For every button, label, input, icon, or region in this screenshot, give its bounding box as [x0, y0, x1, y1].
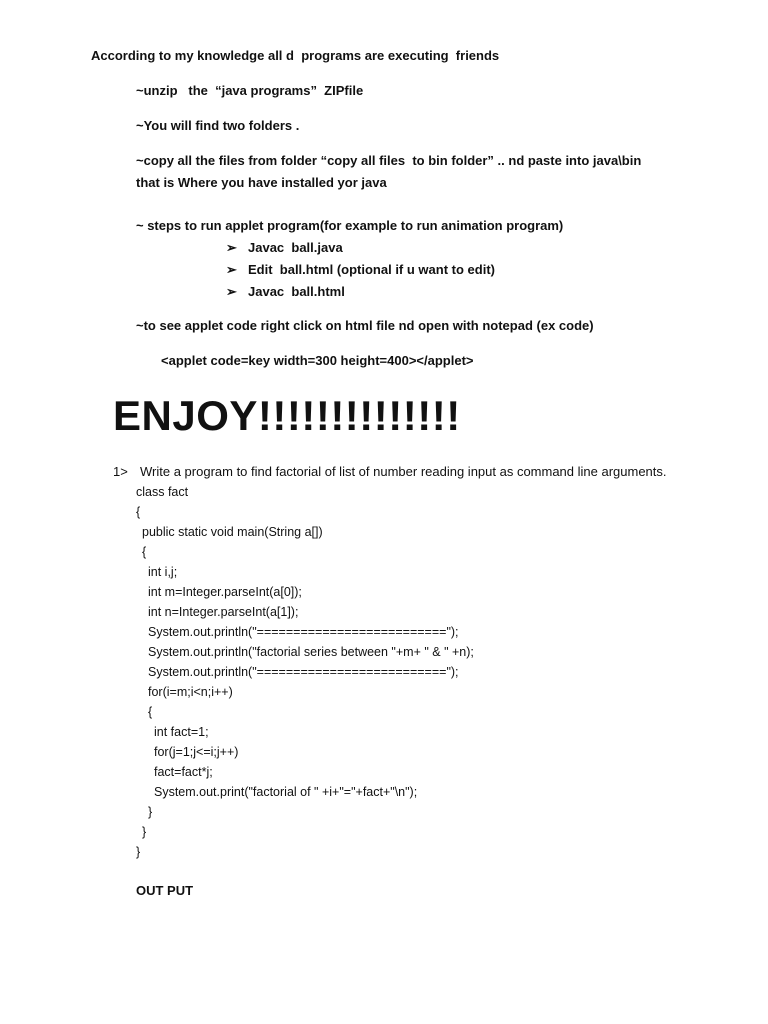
code-line: }	[148, 805, 153, 819]
arrow-bullet-icon: ➢	[226, 240, 237, 255]
code-line: {	[148, 705, 153, 719]
applet-step-3: Javac ball.html	[248, 284, 345, 299]
code-line: System.out.println("==========================");	[148, 625, 459, 639]
step-unzip: ~unzip the “java programs” ZIPfile	[136, 83, 364, 98]
code-line: public static void main(String a[])	[142, 525, 323, 539]
step-folders: ~You will find two folders .	[136, 118, 300, 133]
code-line: {	[142, 545, 147, 559]
code-line: int m=Integer.parseInt(a[0]);	[148, 585, 302, 599]
applet-tag-example: <applet code=key width=300 height=400></applet>	[161, 353, 474, 368]
applet-step-1: Javac ball.java	[248, 240, 343, 255]
code-line: for(i=m;i<n;i++)	[148, 685, 233, 699]
code-line: int n=Integer.parseInt(a[1]);	[148, 605, 299, 619]
code-line: for(j=1;j<=i;j++)	[154, 745, 239, 759]
program-question: Write a program to find factorial of list of number reading input as command line arguments.	[140, 464, 667, 479]
applet-step-2: Edit ball.html (optional if u want to edit)	[248, 262, 495, 277]
enjoy-heading: ENJOY!!!!!!!!!!!!!!	[113, 392, 461, 439]
arrow-bullet-icon: ➢	[226, 284, 237, 299]
arrow-bullet-icon: ➢	[226, 262, 237, 277]
step-copy-line-2: that is Where you have installed yor java	[136, 175, 387, 190]
code-line: {	[136, 505, 141, 519]
intro-heading: According to my knowledge all d programs are executing friends	[91, 48, 500, 63]
step-applet: ~ steps to run applet program(for example to run animation program)	[136, 218, 564, 233]
step-copy-line-1: ~copy all the files from folder “copy all files to bin folder” .. nd paste into java\bin	[136, 153, 642, 168]
code-line: System.out.print("factorial of " +i+"="+fact+"\n");	[154, 785, 418, 799]
step-see-code: ~to see applet code right click on html file nd open with notepad (ex code)	[136, 318, 594, 333]
code-line: }	[142, 825, 147, 839]
code-line: System.out.println("==========================");	[148, 665, 459, 679]
code-line: int i,j;	[148, 565, 178, 579]
code-line: class fact	[136, 485, 189, 499]
code-line: System.out.println("factorial series between "+m+ " & " +n);	[148, 645, 474, 659]
code-line: fact=fact*j;	[154, 765, 213, 779]
code-line: }	[136, 845, 141, 859]
code-line: int fact=1;	[154, 725, 209, 739]
output-label: OUT PUT	[136, 883, 194, 898]
program-number: 1>	[113, 464, 128, 479]
